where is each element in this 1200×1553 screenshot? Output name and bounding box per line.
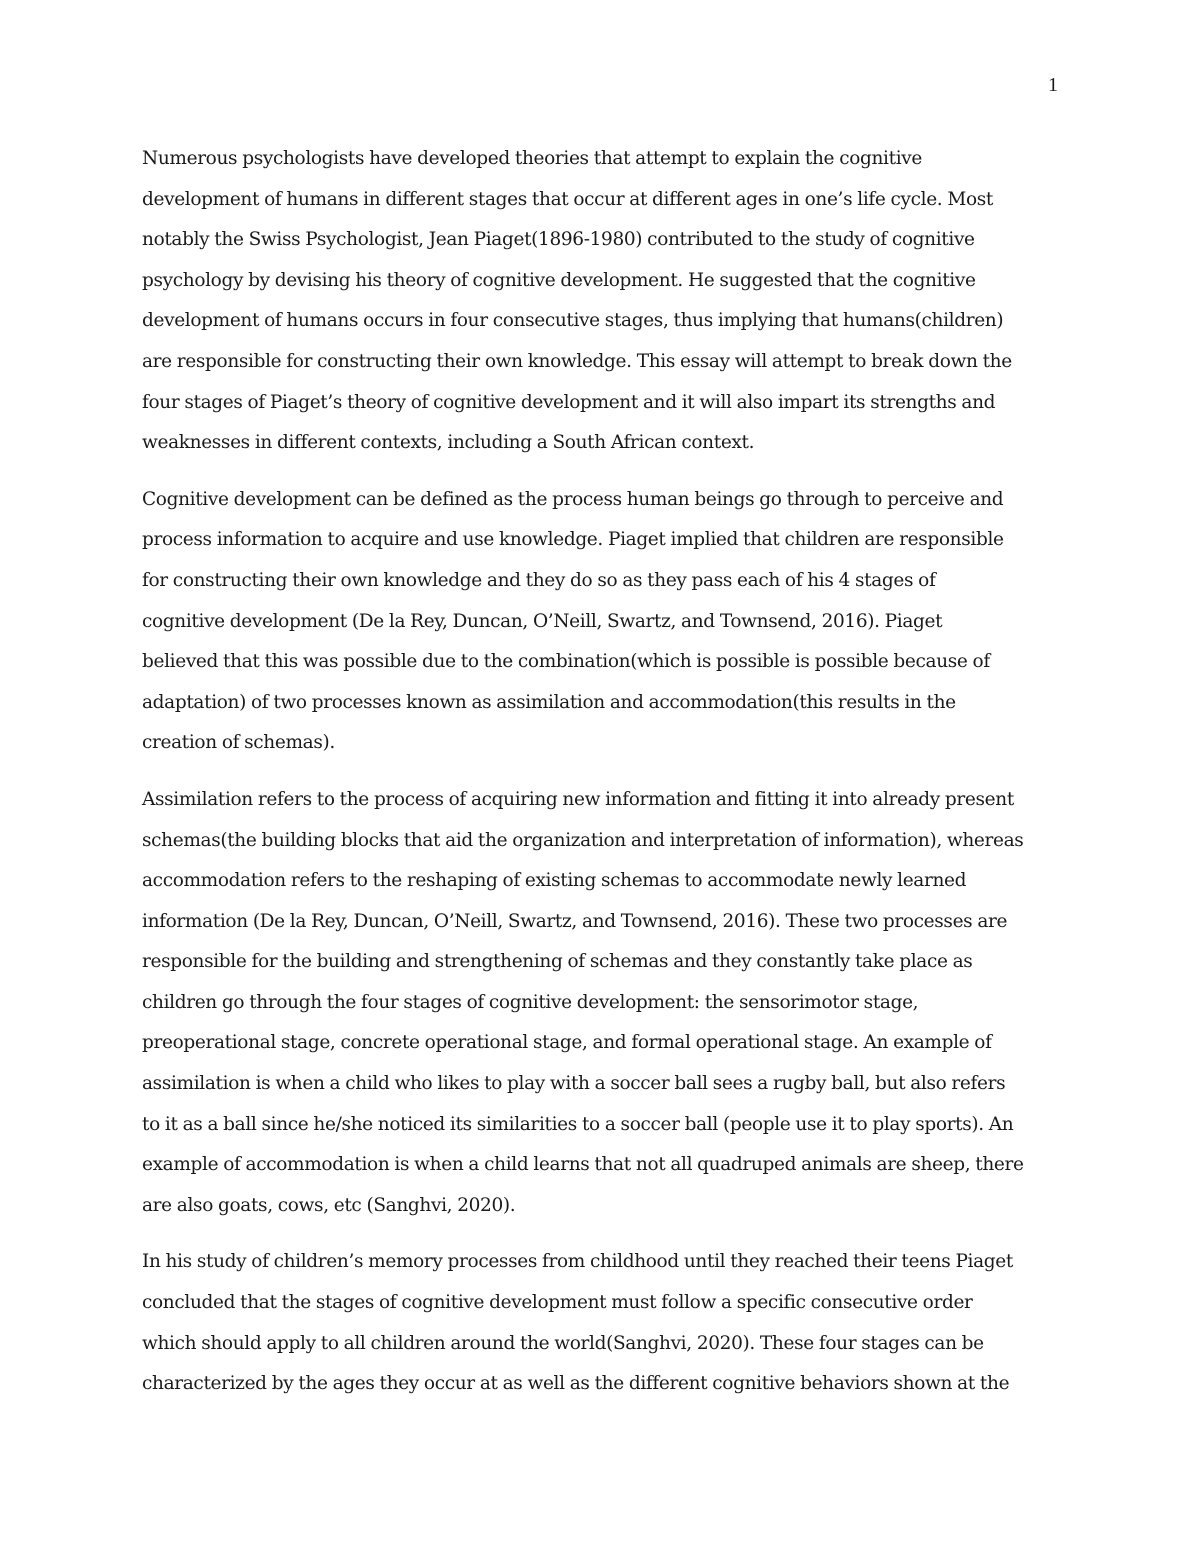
text-line: assimilation is when a child who likes to play with a soccer ball sees a rugby ball, but also refers: [142, 1073, 1006, 1095]
text-line: children go through the four stages of cognitive development: the sensorimotor stage,: [142, 991, 919, 1013]
text-line: psychology by devising his theory of cognitive development. He suggested that the cognitive: [142, 269, 976, 291]
text-line: believed that this was possible due to the combination(which is possible is possible because of: [142, 651, 990, 673]
text-line: are also goats, cows, etc (Sanghvi, 2020).: [142, 1194, 516, 1216]
paragraph-2: [142, 480, 1062, 764]
text-line: are responsible for constructing their own knowledge. This essay will attempt to break down the: [142, 350, 1012, 372]
paragraph-1: [142, 139, 1062, 464]
text-line: notably the Swiss Psychologist, Jean Piaget(1896-1980) contributed to the study of cognitive: [142, 229, 975, 251]
text-line: development of humans occurs in four consecutive stages, thus implying that humans(children): [142, 310, 1004, 332]
text-line: schemas(the building blocks that aid the organization and interpretation of information), whereas: [142, 829, 1024, 851]
text-line: Cognitive development can be defined as the process human beings go through to perceive and: [142, 488, 1004, 510]
text-line: adaptation) of two processes known as assimilation and accommodation(this results in the: [142, 691, 956, 713]
text-line: characterized by the ages they occur at as well as the different cognitive behaviors shown at the: [142, 1373, 1010, 1395]
paragraph-4: [142, 1242, 1062, 1404]
text-line: responsible for the building and strengthening of schemas and they constantly take place as: [142, 951, 973, 973]
text-line: preoperational stage, concrete operational stage, and formal operational stage. An example of: [142, 1032, 992, 1054]
text-line: for constructing their own knowledge and they do so as they pass each of his 4 stages of: [142, 569, 936, 591]
essay-body: [142, 139, 1062, 1421]
text-line: creation of schemas).: [142, 732, 335, 754]
text-line: cognitive development (De la Rey, Duncan, O’Neill, Swartz, and Townsend, 2016). Piaget: [142, 610, 943, 632]
text-line: example of accommodation is when a child learns that not all quadruped animals are sheep, there: [142, 1154, 1024, 1176]
text-line: concluded that the stages of cognitive development must follow a specific consecutive order: [142, 1292, 973, 1314]
text-line: process information to acquire and use knowledge. Piaget implied that children are responsible: [142, 529, 1004, 551]
text-line: accommodation refers to the reshaping of existing schemas to accommodate newly learned: [142, 870, 967, 892]
text-line: weaknesses in different contexts, including a South African context.: [142, 432, 755, 454]
text-line: Numerous psychologists have developed theories that attempt to explain the cognitive: [142, 148, 922, 169]
text-line: to it as a ball since he/she noticed its similarities to a soccer ball (people use it to play sports). An: [142, 1113, 1014, 1135]
page-number: 1: [1048, 74, 1058, 96]
paragraph-3: [142, 780, 1062, 1227]
text-line: information (De la Rey, Duncan, O’Neill, Swartz, and Townsend, 2016). These two processes are: [142, 910, 1008, 932]
text-line: In his study of children’s memory processes from childhood until they reached their teens Piaget: [142, 1251, 1013, 1273]
text-line: Assimilation refers to the process of acquiring new information and fitting it into already present: [142, 788, 1014, 810]
text-line: four stages of Piaget’s theory of cognitive development and it will also impart its strengths and: [142, 391, 996, 413]
text-line: development of humans in different stages that occur at different ages in one’s life cycle. Most: [142, 188, 993, 210]
text-line: which should apply to all children around the world(Sanghvi, 2020). These four stages can be: [142, 1332, 984, 1354]
